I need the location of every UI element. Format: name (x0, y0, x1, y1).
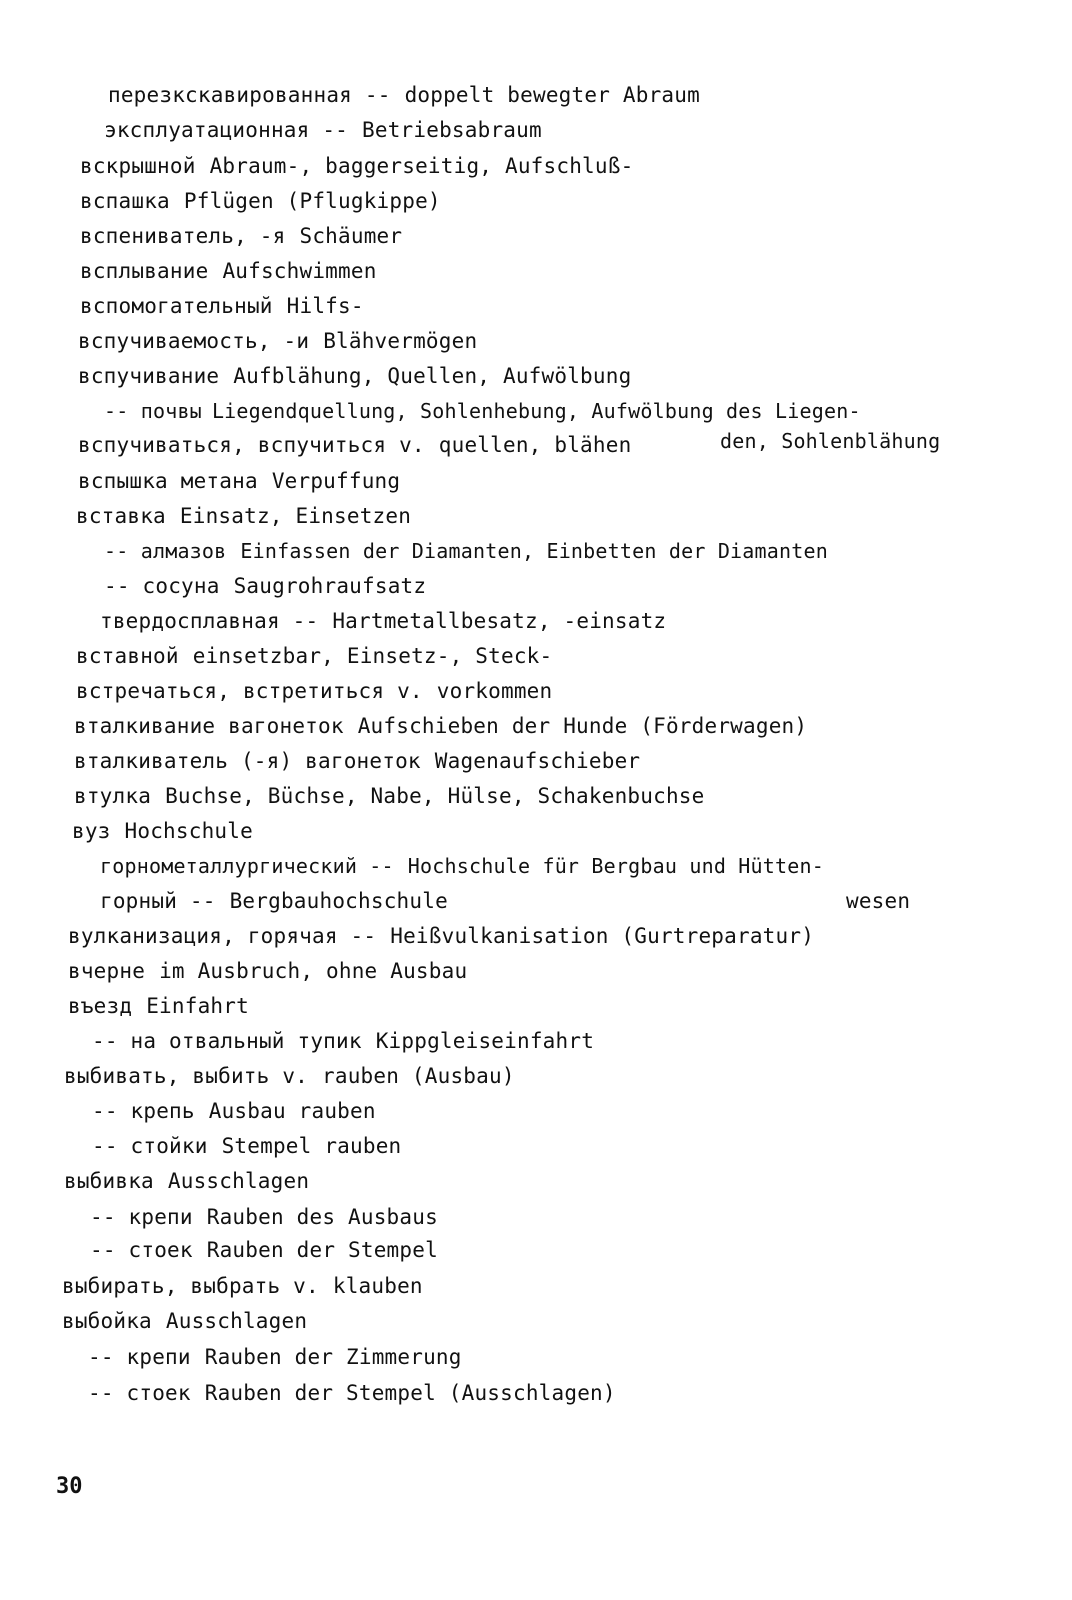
entry-term: -- стоек (88, 1381, 191, 1405)
entry-translation: Hochschule für Bergbau und Hütten- (407, 854, 824, 878)
entry-line (78, 468, 400, 494)
entry-term: вставка (76, 504, 166, 528)
entry-line (100, 853, 824, 879)
entry-line (68, 958, 467, 984)
entry-line (76, 503, 411, 529)
entry-translation: Saugrohraufsatz (233, 574, 427, 598)
entry-translation: doppelt bewegter Abraum (404, 83, 700, 107)
entry-line (78, 363, 631, 389)
entry-translation: Aufschieben der Hunde (Förderwagen) (357, 714, 808, 738)
entry-term: -- стоек (90, 1238, 193, 1262)
entry-translation: Aufschwimmen (222, 259, 377, 283)
entry-translation: Ausschlagen (167, 1169, 310, 1193)
entry-term: -- сосуна (104, 574, 220, 598)
entry-line (72, 818, 253, 844)
entry-line (74, 748, 640, 774)
entry-line (80, 258, 377, 284)
entry-translation: Einfassen der Diamanten, Einbetten der Diamanten (240, 539, 828, 563)
entry-term: -- крепь (92, 1099, 195, 1123)
entry-term: вскрышной (80, 154, 196, 178)
entry-line (90, 1237, 438, 1263)
entry-term: -- крепи (88, 1345, 191, 1369)
entry-translation: Hartmetallbesatz, -einsatz (332, 609, 667, 633)
entry-line (88, 1344, 462, 1370)
entry-line (74, 783, 704, 809)
entry-translation: Rauben der Zimmerung (204, 1345, 462, 1369)
entry-term: -- почвы (104, 399, 202, 423)
entry-line (76, 678, 552, 704)
entry-term: вспашка (80, 189, 170, 213)
entry-term: вталкивание вагонеток (74, 714, 344, 738)
entry-line (78, 432, 631, 458)
entry-line (104, 573, 426, 599)
entry-line (104, 538, 828, 564)
entry-line (100, 888, 448, 914)
entry-term: всплывание (80, 259, 209, 283)
entry-translation: Blähvermögen (323, 329, 478, 353)
entry-line (100, 608, 666, 634)
entry-translation: Hochschule (124, 819, 253, 843)
entry-continuation: wesen (846, 889, 911, 913)
entry-term: перезкскавированная -- (108, 83, 391, 107)
entry-term: выбойка (62, 1309, 152, 1333)
entry-translation: Heißvulkanisation (Gurtreparatur) (390, 924, 815, 948)
entry-term: вулканизация, горячая -- (68, 924, 377, 948)
entry-translation: Schäumer (299, 224, 403, 248)
entry-translation: Stempel rauben (221, 1134, 402, 1158)
entry-translation: klauben (332, 1274, 423, 1298)
entry-translation: Ausbau rauben (208, 1099, 376, 1123)
entry-translation: Ausschlagen (165, 1309, 308, 1333)
entry-term: -- на отвальный тупик (92, 1029, 362, 1053)
entry-term: горнометаллургический -- (100, 854, 394, 878)
entry-translation: im Ausbruch, ohne Ausbau (159, 959, 468, 983)
entry-term: выбирать, выбрать v. (62, 1274, 319, 1298)
entry-line (74, 713, 807, 739)
entry-translation: Rauben der Stempel (Ausschlagen) (204, 1381, 616, 1405)
entry-translation: rauben (Ausbau) (322, 1064, 515, 1088)
entry-term: -- крепи (90, 1205, 193, 1229)
entry-line (64, 1168, 309, 1194)
entry-line (104, 117, 542, 143)
entry-term: горный -- (100, 889, 216, 913)
entry-translation: Buchse, Büchse, Nabe, Hülse, Schakenbuchse (165, 784, 705, 808)
entry-term: вспучиваться, вспучиться v. (78, 433, 425, 457)
entry-translation: Abraum-, baggerseitig, Aufschluß- (209, 154, 634, 178)
entry-term: вспомогательный (80, 294, 273, 318)
entry-translation: quellen, blähen (438, 433, 632, 457)
entry-term: эксплуатационная -- (104, 118, 349, 142)
entry-translation: Betriebsabraum (362, 118, 542, 142)
entry-translation: vorkommen (436, 679, 553, 703)
entry-translation: Hilfs- (286, 294, 364, 318)
entry-term: вчерне (68, 959, 146, 983)
entry-line (92, 1028, 594, 1054)
entry-term: втулка (74, 784, 152, 808)
entry-term: встречаться, встретиться v. (76, 679, 423, 703)
entry-translation: einsetzbar, Einsetz-, Steck- (192, 644, 553, 668)
entry-continuation: den, Sohlenblähung (720, 429, 941, 453)
entry-line (68, 923, 814, 949)
entry-term: твердосплавная -- (100, 609, 319, 633)
entry-line (80, 223, 402, 249)
entry-translation: Aufblähung, Quellen, Aufwölbung (233, 364, 632, 388)
entry-translation: Rauben des Ausbaus (206, 1205, 438, 1229)
entry-term: въезд (68, 994, 133, 1018)
entry-line (104, 398, 861, 424)
entry-line (90, 1204, 438, 1230)
entry-translation: Wagenaufschieber (434, 749, 641, 773)
entry-line (62, 1273, 423, 1299)
page-number: 30 (56, 1474, 83, 1499)
entry-translation: Pflügen (Pflugkippe) (183, 189, 441, 213)
entry-translation: Bergbauhochschule (229, 889, 448, 913)
entry-translation: Verpuffung (271, 469, 401, 493)
entry-term: выбивать, выбить v. (64, 1064, 309, 1088)
entry-line (80, 293, 364, 319)
entry-translation: Einsatz, Einsetzen (179, 504, 412, 528)
entry-line (76, 643, 552, 669)
entry-translation: Liegendquellung, Sohlenhebung, Aufwölbung des Liegen- (211, 399, 861, 423)
entry-line (88, 1380, 616, 1406)
entry-line (78, 328, 477, 354)
entry-term: вспучивание (78, 364, 220, 388)
entry-translation: Rauben der Stempel (206, 1238, 438, 1262)
entry-line (108, 82, 700, 108)
entry-line (62, 1308, 307, 1334)
entry-line (64, 1063, 515, 1089)
entry-line (92, 1133, 401, 1159)
entry-term: вставной (76, 644, 179, 668)
entry-translation: Kippgleiseinfahrt (375, 1029, 595, 1053)
entry-term: -- стойки (92, 1134, 208, 1158)
entry-translation: Einfahrt (146, 994, 249, 1018)
entry-term: вуз (72, 819, 111, 843)
entry-term: выбивка (64, 1169, 154, 1193)
entry-line (80, 188, 441, 214)
entry-term: вспениватель, -я (80, 224, 286, 248)
entry-line (92, 1098, 376, 1124)
entry-term: вспучиваемость, -и (78, 329, 310, 353)
entry-line (68, 993, 249, 1019)
entry-term: вспышка метана (78, 469, 258, 493)
entry-term: -- алмазов (104, 539, 227, 563)
entry-term: вталкиватель (-я) вагонеток (74, 749, 421, 773)
entry-line (80, 153, 633, 179)
